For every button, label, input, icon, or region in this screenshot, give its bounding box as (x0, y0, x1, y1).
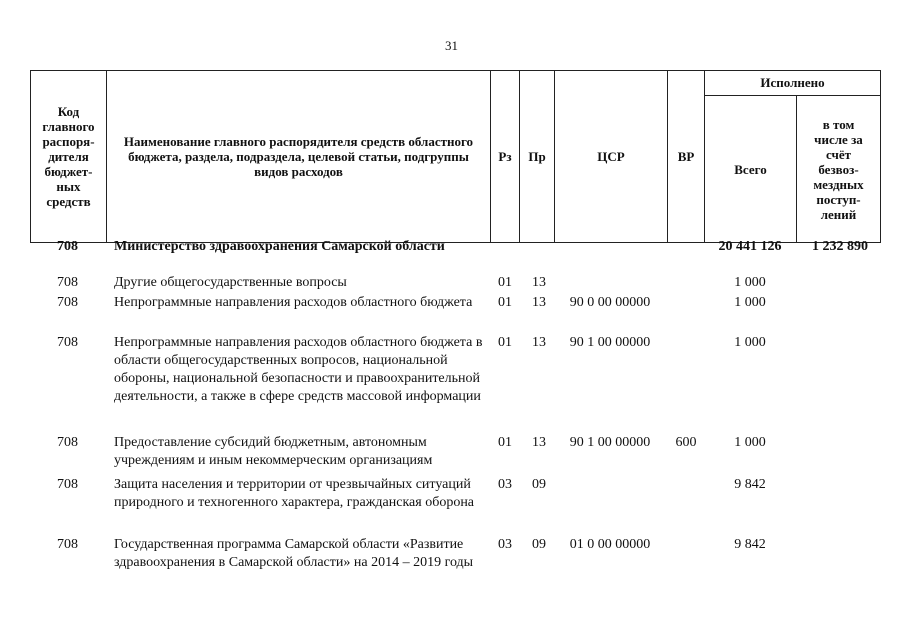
header-rz: Рз (490, 70, 519, 242)
header-vr: ВР (667, 70, 704, 242)
header-total: Всего (704, 96, 796, 242)
header-gratuitous: в том числе за счёт безвоз-мездных поступ-лений (796, 96, 881, 242)
header-pr: Пр (519, 70, 554, 242)
header-name: Наименование главного распорядителя средств областного бюджета, раздела, подраздела, целевой статьи, подгруппы видов расходов (106, 70, 490, 242)
header-executed: Исполнено (704, 70, 881, 96)
header-csr: ЦСР (554, 70, 667, 242)
page-number: 31 (445, 38, 458, 53)
header-code: Код главного распоря-дителя бюджет-ных средств (30, 70, 106, 242)
table-header (30, 70, 881, 243)
